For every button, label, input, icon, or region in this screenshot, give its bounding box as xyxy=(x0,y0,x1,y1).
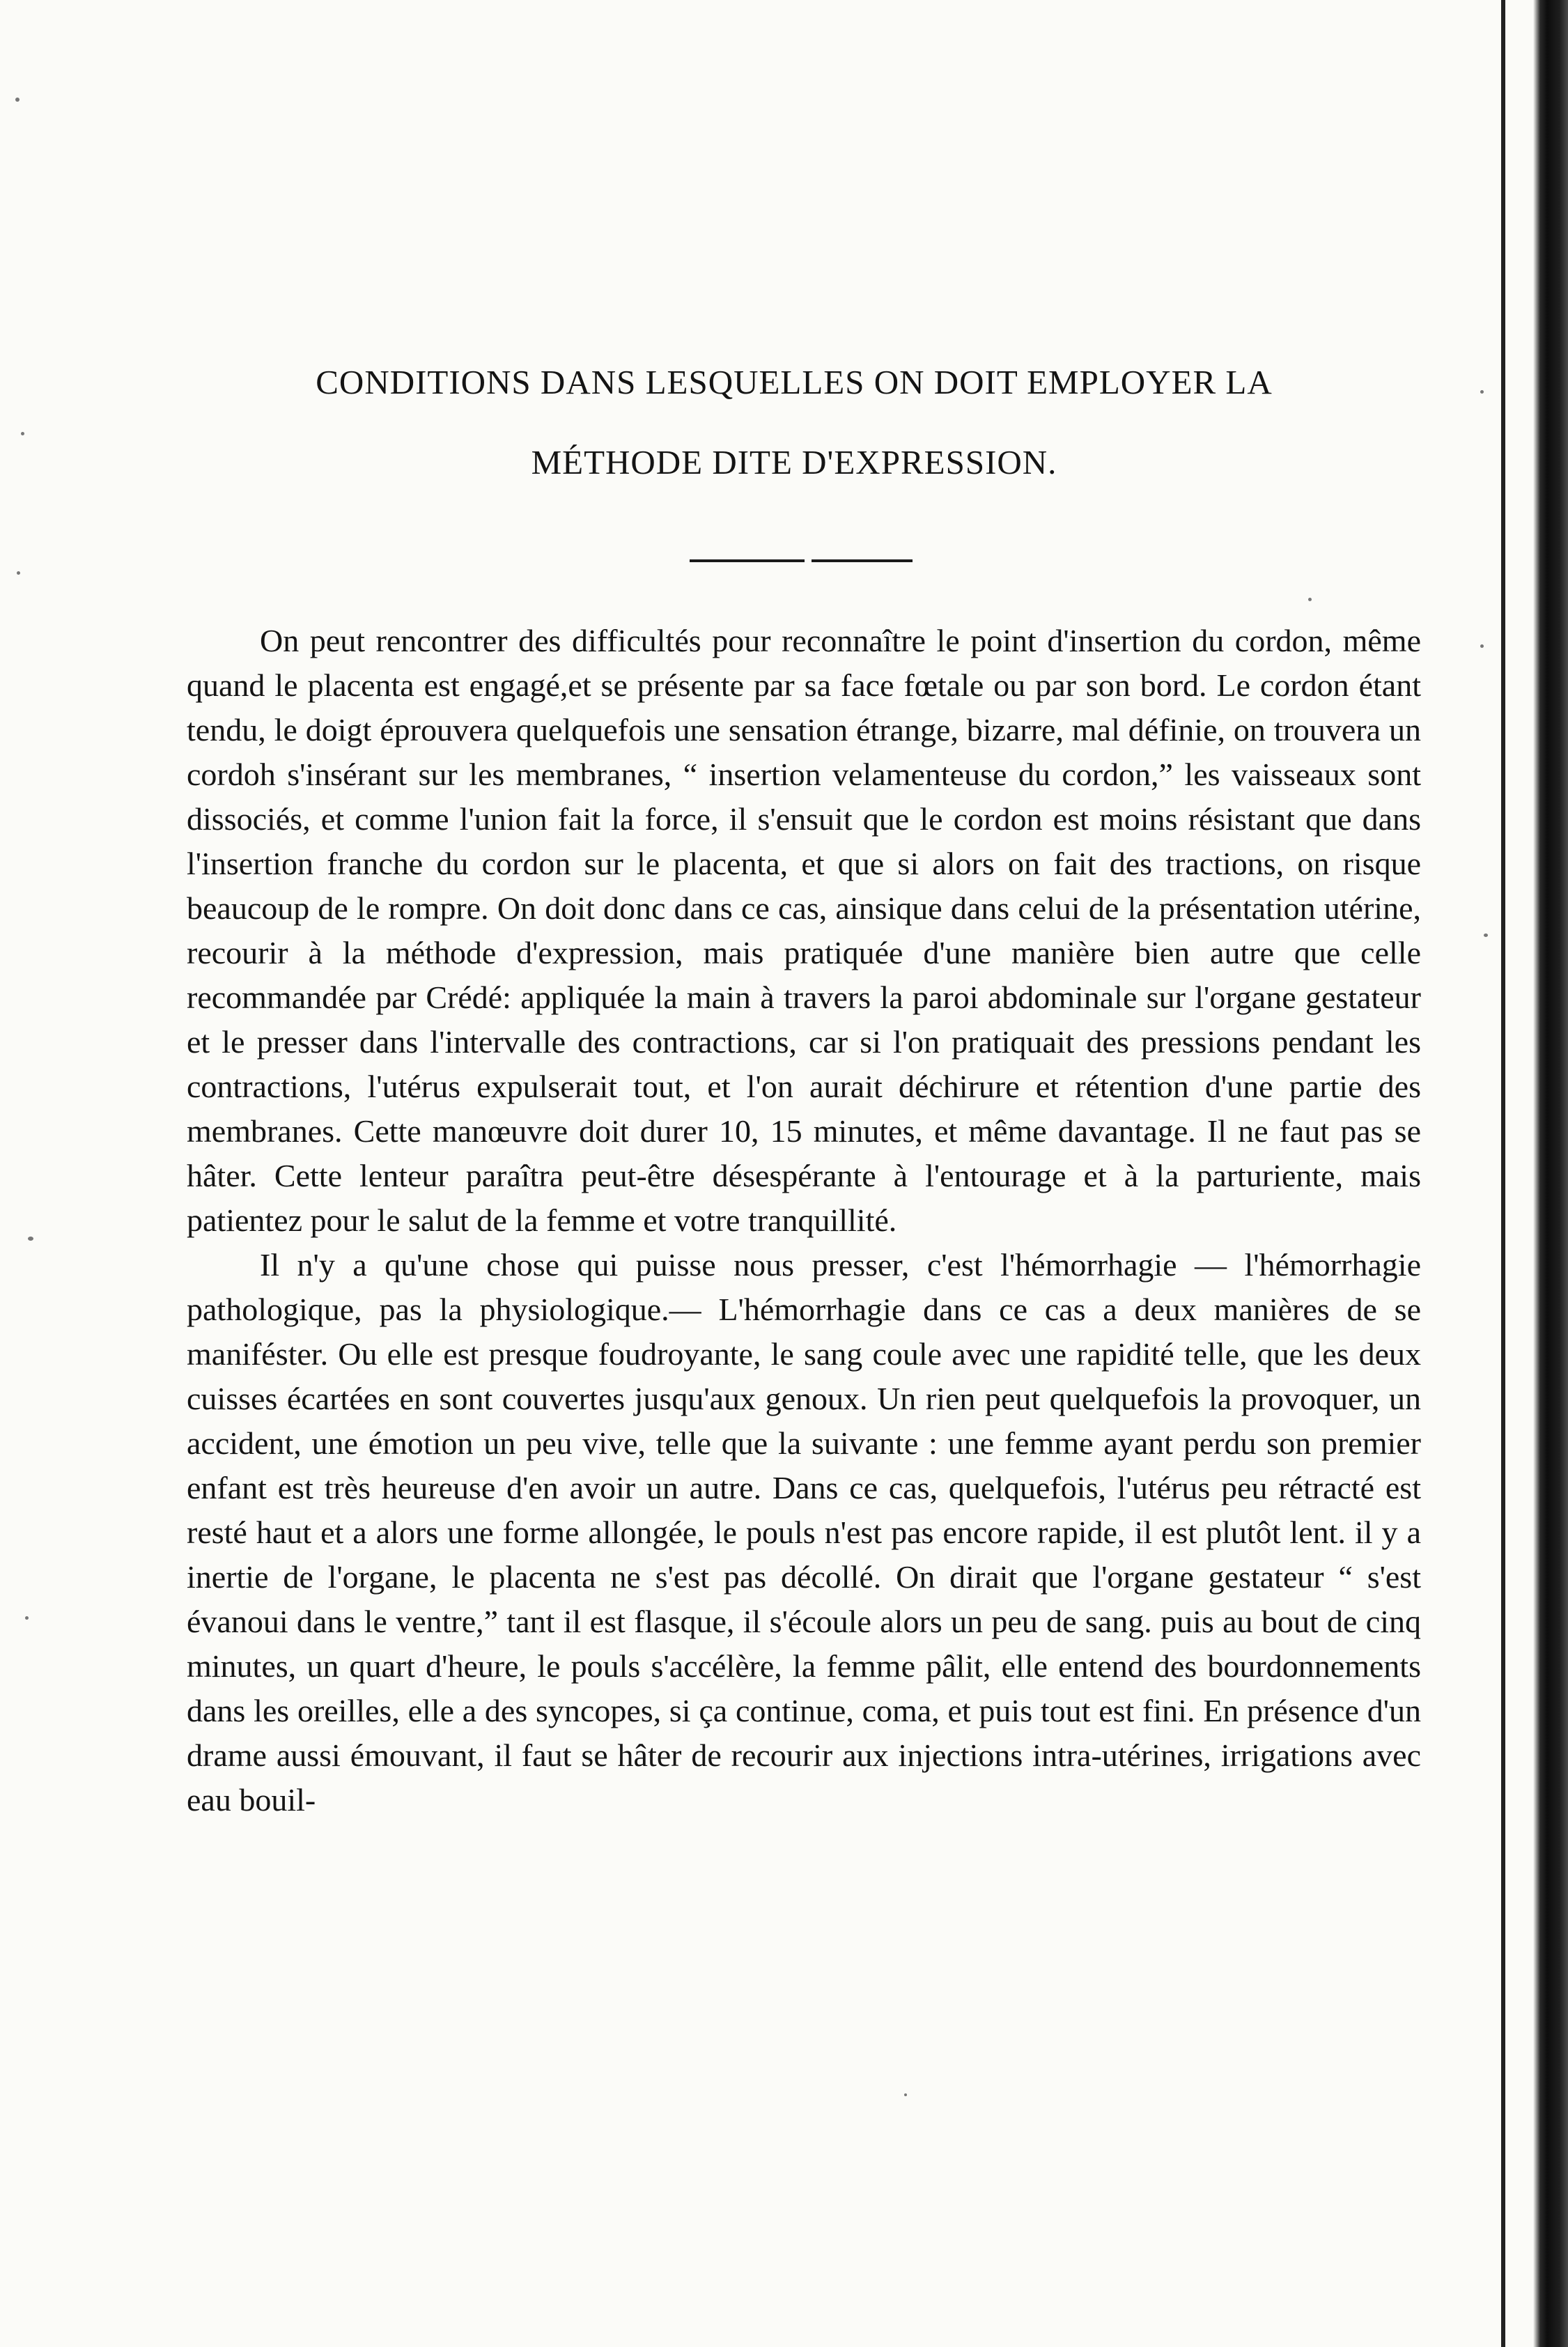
title-divider-left xyxy=(690,559,805,562)
page-title-line-2: MÉTHODE DITE D'EXPRESSION. xyxy=(531,443,1057,481)
paragraph-2: Il n'y a qu'une chose qui puisse nous presser, c'est l'hémorrhagie — l'hémorrhagie pathologique, pas la physiologique.— L'hémorrhagie dans ce cas a deux manières de se maniféster. Ou elle est presque foudroyante, le sang coule avec une rapidité telle, que les deux cuisses écartées en sont couvertes jusqu'aux genoux. Un rien peut quelquefois la provoquer, un accident, une émotion un peu vive, telle que la suivante : une femme ayant perdu son premier enfant est très heureuse d'en avoir un autre. Dans ce cas, quelquefois, l'utérus peu rétracté est resté haut et a alors une forme allongée, le pouls n'est pas encore rapide, il est plutôt lent. il y a inertie de l'organe, le placenta ne s'est pas décollé. On dirait que l'organe gestateur “ s'est évanoui dans le ventre,” tant il est flasque, il s'écoule alors un peu de sang. puis au bout de cinq minutes, un quart d'heure, le pouls s'accélère, la femme pâlit, elle entend des bourdonnements dans les oreilles, elle a des syncopes, si ça continue, coma, et puis tout est fini. En présence d'un drame aussi émouvant, il faut se hâter de recourir aux injections intra-utérines, irrigations avec eau bouil- xyxy=(187,1247,1421,1818)
scan-speck xyxy=(17,571,20,575)
scan-speck xyxy=(21,432,24,435)
scan-speck xyxy=(28,1237,33,1241)
scan-speck xyxy=(1484,934,1488,937)
scan-speck xyxy=(1480,390,1484,394)
body-text xyxy=(187,619,1421,1822)
scan-speck xyxy=(25,1616,29,1620)
scan-speck xyxy=(15,98,20,102)
scanned-book-edge xyxy=(1477,0,1568,2347)
title-divider-right xyxy=(812,559,913,562)
scan-speck xyxy=(1308,598,1312,601)
scan-speck xyxy=(904,2093,907,2096)
paragraph-1: On peut rencontrer des difficultés pour reconnaître le point d'insertion du cordon, même quand le placenta est engagé,et se présente par sa face fœtale ou par son bord. Le cordon étant tendu, le doigt éprouvera quelquefois une sensation étrange, bizarre, mal définie, on trouvera un cordoh s'insérant sur les membranes, “ insertion velamenteuse du cordon,” les vaisseaux sont dissociés, et comme l'union fait la force, il s'ensuit que le cordon est moins résistant que dans l'insertion franche du cordon sur le placenta, et que si alors on fait des tractions, on risque beaucoup de le rompre. On doit donc dans ce cas, ainsique dans celui de la présentation utérine, recourir à la méthode d'expression, mais pratiquée d'une manière bien autre que celle recommandée par Crédé: appliquée la main à travers la paroi abdominale sur l'organe gestateur et le presser dans l'intervalle des contractions, car si l'on pratiquait des pressions pendant les contractions, l'utérus expulserait tout, et l'on aurait déchirure et rétention d'une partie des membranes. Cette manœuvre doit durer 10, 15 minutes, et même davantage. Il ne faut pas se hâter. Cette lenteur paraîtra peut-être désespérante à l'entourage et à la parturiente, mais patientez pour le salut de la femme et votre tranquillité. xyxy=(187,623,1421,1238)
scan-speck xyxy=(1480,644,1484,648)
page-edge-line xyxy=(1501,0,1505,2347)
page-title-line-1: CONDITIONS DANS LESQUELLES ON DOIT EMPLOYER LA xyxy=(316,363,1273,401)
